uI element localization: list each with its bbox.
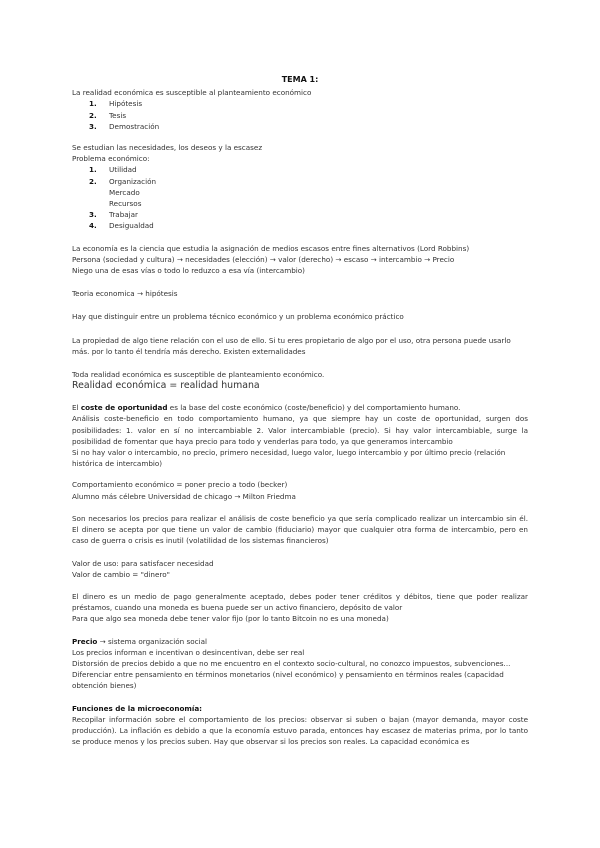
bold-term: Precio <box>72 636 98 646</box>
paragraph: Teoria economica → hipótesis <box>72 289 178 299</box>
paragraph: Para que algo sea moneda debe tener valor fijo (por lo tanto Bitcoin no es una moneda) <box>72 614 389 624</box>
paragraph: El dinero es un medio de pago generalmente aceptado, debes poder tener créditos y débitos, tiene que poder realizar préstamos, cuando una moneda es buena puede ser un activo financiero, depósito de valor <box>72 591 528 613</box>
paragraph: La propiedad de algo tiene relación con el uso de ello. Si tu eres propietario de algo por el uso, otra persona puede usarlo más. por lo tanto él tendría más derecho. Existen externalidades <box>72 335 511 356</box>
paragraph: Niego una de esas vías o todo lo reduzco a esa vía (intercambio) <box>72 266 305 276</box>
paragraph: Valor de uso: para satisfacer necesidad <box>72 558 214 568</box>
list-item: 4. Desigualdad <box>89 221 154 231</box>
intro-paragraph: La realidad económica es susceptible al planteamiento económico <box>72 88 312 98</box>
paragraph: Diferenciar entre pensamiento en términos monetarios (nivel económico) y pensamiento en términos reales (capacidad obtención bienes) <box>72 670 504 691</box>
list-item: 3. Trabajar <box>89 210 139 220</box>
paragraph: Valor de cambio = "dinero" <box>72 569 170 579</box>
paragraph: Realidad económica = realidad humana <box>72 380 260 392</box>
list-item: 2. Organización <box>89 176 157 186</box>
list-item: 2. Tesis <box>89 110 127 120</box>
problem-list <box>72 164 528 231</box>
paragraph: Alumno más célebre Universidad de chicago → Milton Friedma <box>72 491 296 501</box>
list-item: 1. Utilidad <box>89 165 137 175</box>
paragraph: Si no hay valor o intercambio, no precio, primero necesidad, luego valor, luego intercambio y por último precio (relación histórica de intercambio) <box>72 448 506 469</box>
paragraph: Comportamiento económico = poner precio a todo (becker) <box>72 480 288 490</box>
list-item: 1. Hipótesis <box>89 99 143 109</box>
list-item: Recursos <box>109 199 142 209</box>
paragraph: Recopilar información sobre el comportamiento de los precios: observar si suben o bajan (mayor demanda, mayor coste producción). La inflación es debido a que la economía estuvo parada, entonces hay escasez de materias prima, por lo tanto se produce menos y los precios suben. Hay que observar si los precios son reales. La capacidad económica es <box>72 714 528 747</box>
paragraph: Los precios informan e incentivan o desincentivan, debe ser real <box>72 647 305 657</box>
paragraph: Se estudian las necesidades, los deseos y la escasez <box>72 143 263 153</box>
list-item: 3. Demostración <box>89 121 160 131</box>
paragraph: Toda realidad económica es susceptible de planteamiento económico. <box>72 370 325 380</box>
paragraph: Hay que distinguir entre un problema técnico económico y un problema económico práctico <box>72 312 404 322</box>
paragraph: Distorsión de precios debido a que no me encuentro en el contexto socio-cultural, no conozco impuestos, subvenciones... <box>72 658 511 668</box>
document-page <box>72 74 528 747</box>
paragraph: Persona (sociedad y cultura) → necesidades (elección) → valor (derecho) → escaso → intercambio → Precio <box>72 254 455 264</box>
paragraph: El coste de oportunidad es la base del coste económico (coste/beneficio) y del comportamiento humano. <box>72 403 461 413</box>
method-list <box>72 98 528 132</box>
paragraph: Son necesarios los precios para realizar el análisis de coste beneficio ya que sería complicado realizar un intercambio sin él. El dinero se acepta por que tiene un valor de cambio (fiduciario) mayor que cualquier otra forma de intercambio, pero en caso de guerra o crisis es inutil (volatilidad de los sistemas financieros) <box>72 513 528 546</box>
paragraph: Problema económico: <box>72 154 150 164</box>
list-item: Mercado <box>109 187 140 197</box>
section-heading: Funciones de la microeconomía: <box>72 703 203 713</box>
bold-term: coste de oportunidad <box>80 403 168 413</box>
paragraph: Análisis coste-beneficio en todo comportamiento humano, ya que siempre hay un coste de oportunidad, surgen dos posibilidades: 1. valor en sí no intercambiable 2. Valor intercambiable (precio). Si hay valor intercambiable, surge la posibilidad de fomentar que haya precio para todo y venderlas para todo, ya que generamos intercambio <box>72 414 528 446</box>
paragraph: Precio → sistema organización social <box>72 636 207 646</box>
page-title: TEMA 1: <box>281 75 319 84</box>
paragraph: La economía es la ciencia que estudia la asignación de medios escasos entre fines alternativos (Lord Robbins) <box>72 243 470 253</box>
